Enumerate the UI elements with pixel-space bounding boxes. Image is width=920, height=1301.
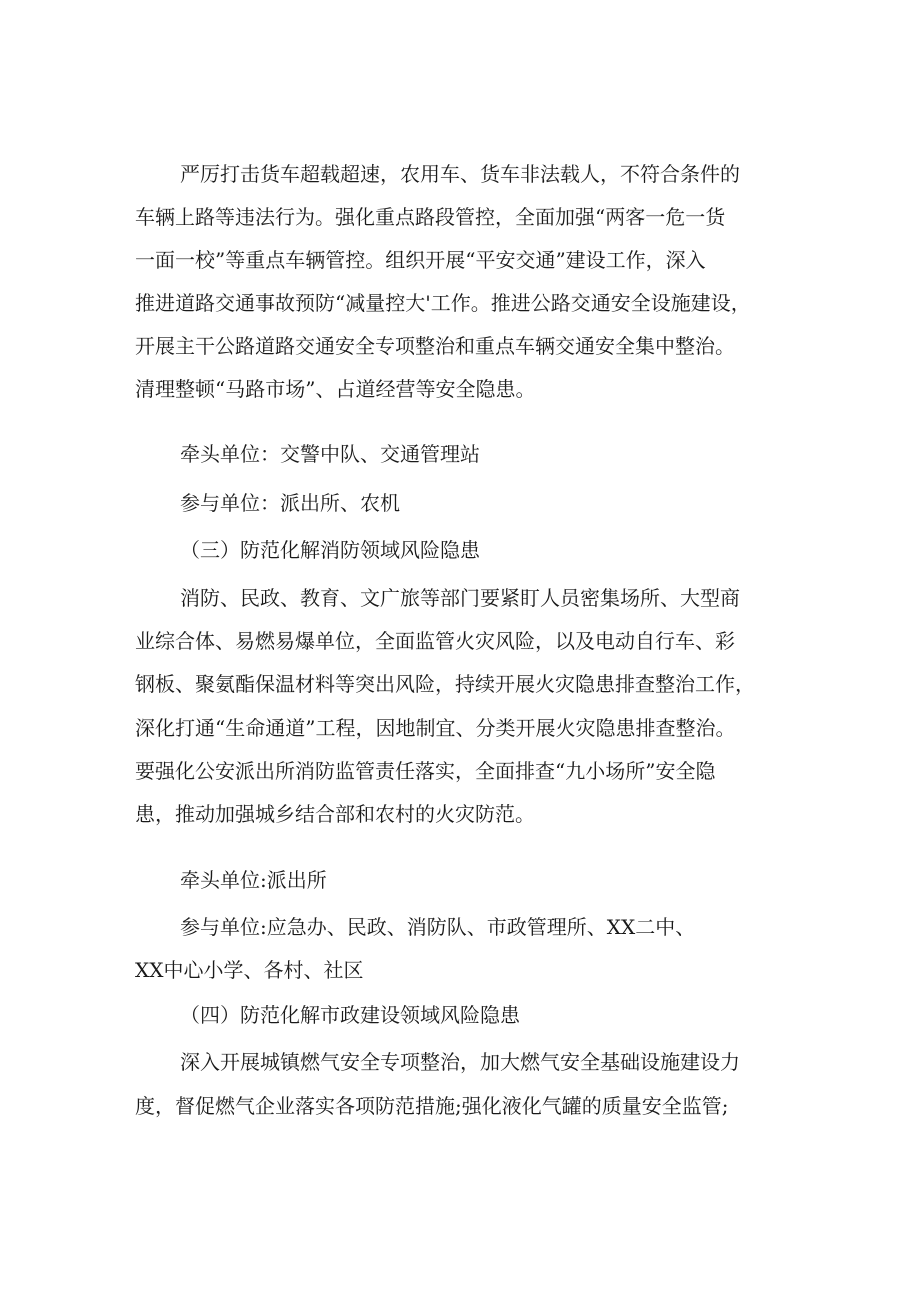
participant-unit-line: 参与单位:应急办、民政、消防队、市政管理所、XX二中、 xyxy=(180,915,696,939)
paragraph-line: 清理整顿“马路市场”、占道经营等安全隐患。 xyxy=(135,377,536,401)
section-heading: （三）防范化解消防领域风险隐患 xyxy=(180,538,480,562)
paragraph-line: 业综合体、易燃易爆单位，全面监管火灾风险，以及电动自行车、彩 xyxy=(135,629,735,653)
paragraph-line: 开展主干公路道路交通安全专项整治和重点车辆交通安全集中整治。 xyxy=(135,334,735,358)
paragraph-line: 消防、民政、教育、文广旅等部门要紧盯人员密集场所、大型商 xyxy=(180,586,740,610)
paragraph-line: 要强化公安派出所消防监管责任落实，全面排查“九小场所”安全隐 xyxy=(135,759,716,783)
paragraph-line: 患，推动加强城乡结合部和农村的火灾防范。 xyxy=(135,802,535,826)
paragraph-line: 深入开展城镇燃气安全专项整治，加大燃气安全基础设施建设力 xyxy=(180,1050,740,1074)
paragraph-line: 深化打通“生命通道”工程，因地制宜、分类开展火灾隐患排查整治。 xyxy=(135,716,736,740)
lead-unit-line: 牵头单位：交警中队、交通管理站 xyxy=(180,442,480,466)
participant-unit-line: XX中心小学、各村、社区 xyxy=(135,958,364,982)
lead-unit-line: 牵头单位:派出所 xyxy=(180,868,327,892)
section-heading: （四）防范化解市政建设领域风险隐患 xyxy=(180,1003,520,1027)
participant-unit-line: 参与单位：派出所、农机 xyxy=(180,491,400,515)
paragraph-line: 车辆上路等违法行为。强化重点路段管控，全面加强“两客一危一货 xyxy=(135,205,726,229)
paragraph-line: 钢板、聚氨酯保温材料等突出风险，持续开展火灾隐患排查整治工作， xyxy=(135,672,755,696)
paragraph-line: 一面一校”等重点车辆管控。组织开展“平安交通”建设工作，深入 xyxy=(135,248,706,272)
paragraph-line: 推进道路交通事故预防“减量控大'工作。推进公路交通安全设施建设， xyxy=(135,291,751,315)
paragraph-line: 严厉打击货车超载超速，农用车、货车非法载人，不符合条件的 xyxy=(180,162,740,186)
paragraph-line: 度，督促燃气企业落实各项防范措施;强化液化气罐的质量安全监管; xyxy=(135,1094,729,1118)
